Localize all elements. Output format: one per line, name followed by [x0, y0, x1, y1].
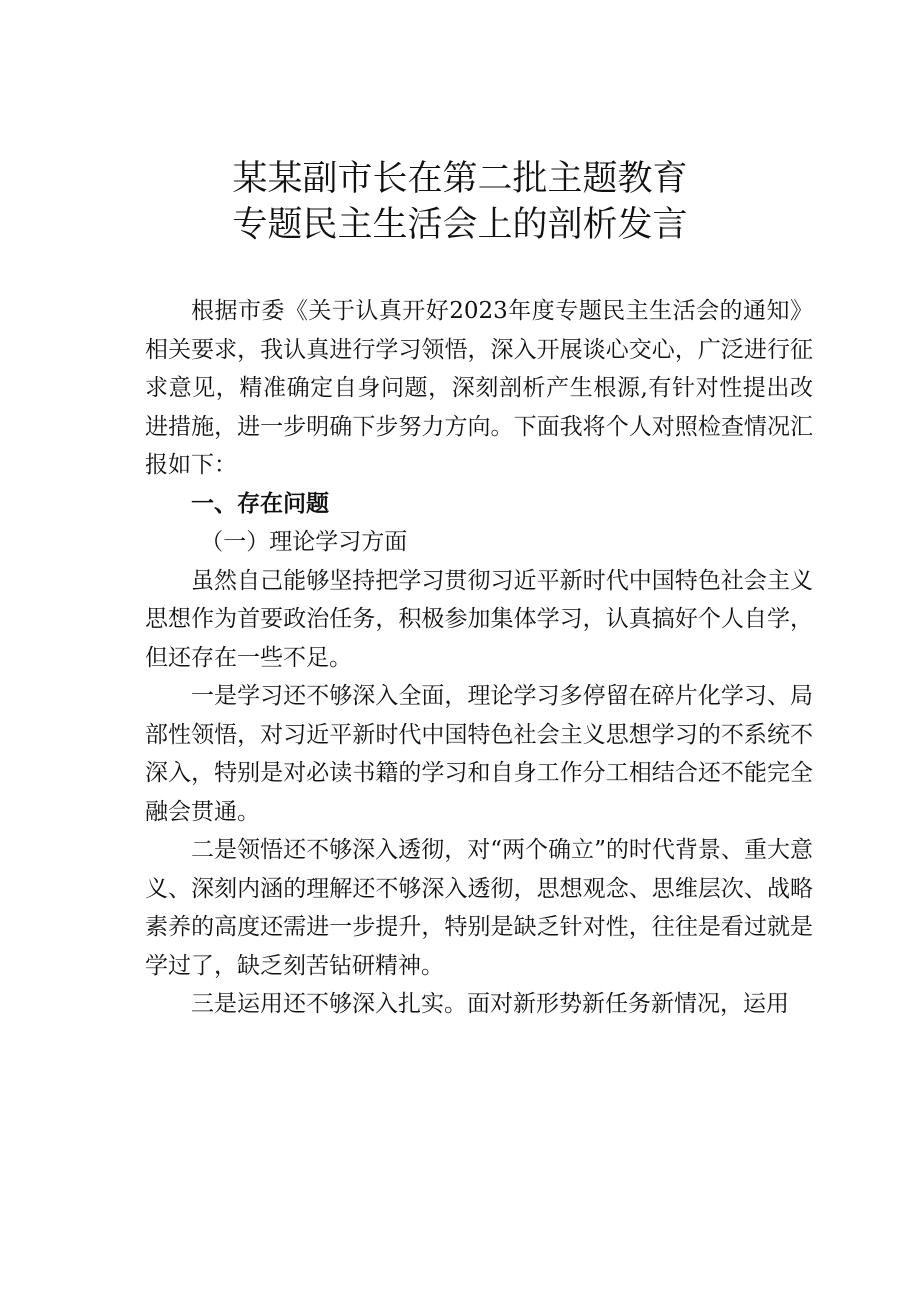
document-title	[0, 156, 920, 248]
body-paragraph: 二是领悟还不够深入透彻，对“两个确立”的时代背景、重大意义、深刻内涵的理解还不够深入透彻，思想观念、思维层次、战略素养的高度还需进一步提升，特别是缺乏针对性，往往是看过就是学过了，缺乏刻苦钻研精神。	[145, 837, 813, 979]
title-line-1: 某某副市长在第二批主题教育	[232, 159, 688, 199]
intro-paragraph: 根据市委《关于认真开好2023年度专题民主生活会的通知》相关要求，我认真进行学习领悟，深入开展谈心交心，广泛进行征求意见，精准确定自身问题，深刻剖析产生根源,有针对性提出改进措施，进一步明确下步努力方向。下面我将个人对照检查情况汇报如下：	[145, 298, 813, 478]
document-body	[145, 292, 813, 1024]
body-paragraph: 三是运用还不够深入扎实。面对新形势新任务新情况，运用	[191, 991, 789, 1017]
section-heading-problems: 一、存在问题	[191, 490, 329, 517]
body-paragraph: 虽然自己能够坚持把学习贯彻习近平新时代中国特色社会主义思想作为首要政治任务，积极参加集体学习，认真搞好个人自学，但还存在一些不足。	[145, 567, 813, 671]
title-line-2: 专题民主生活会上的剖析发言	[232, 205, 688, 245]
subsection-heading-theory-study: （一）理论学习方面	[200, 529, 408, 555]
body-paragraph: 一是学习还不够深入全面，理论学习多停留在碎片化学习、局部性领悟，对习近平新时代中国特色社会主义思想学习的不系统不深入，特别是对必读书籍的学习和自身工作分工相结合还不能完全融会贯通。	[145, 683, 813, 825]
